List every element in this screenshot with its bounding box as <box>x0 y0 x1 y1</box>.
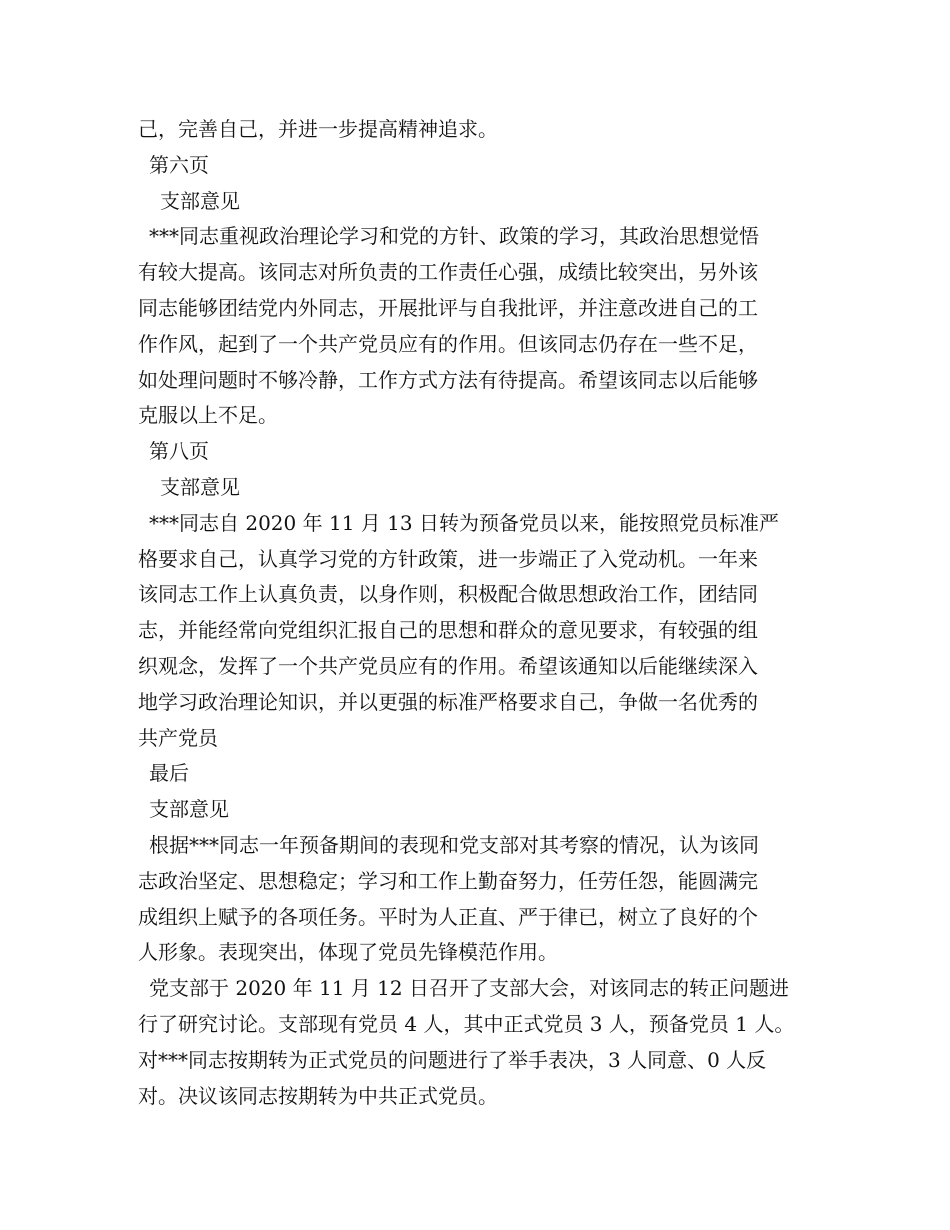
document-body <box>138 112 828 1114</box>
text-line: ***同志重视政治理论学习和党的方针、政策的学习，其政治思想觉悟 <box>149 224 759 249</box>
text-line: 成组织上赋予的各项任务。平时为人正直、严于律已，树立了良好的个 <box>138 904 758 929</box>
text-line: 同志能够团结党内外同志，开展批评与自我批评，并注意改进自己的工 <box>138 295 758 320</box>
section-heading-page-six: 第六页 <box>149 152 209 177</box>
section-heading-final: 最后 <box>149 761 189 786</box>
text-line: 克服以上不足。 <box>138 403 278 428</box>
text-line: 地学习政治理论知识，并以更强的标准严格要求自己，争做一名优秀的 <box>138 689 758 714</box>
text-line: 作作风，起到了一个共产党员应有的作用。但该同志仍存在一些不足， <box>138 331 758 356</box>
text-line: 对。决议该同志按期转为中共正式党员。 <box>138 1083 498 1108</box>
text-line: 有较大提高。该同志对所负责的工作责任心强，成绩比较突出，另外该 <box>138 260 758 285</box>
text-line: 行了研究讨论。支部现有党员 4 人，其中正式党员 3 人，预备党员 1 人。 <box>138 1011 795 1036</box>
text-line: 格要求自己，认真学习党的方针政策，进一步端正了入党动机。一年来 <box>138 546 758 571</box>
section-heading-page-eight: 第八页 <box>149 439 209 464</box>
section-subheading: 支部意见 <box>160 474 240 499</box>
text-line: 人形象。表现突出，体现了党员先锋模范作用。 <box>138 940 558 965</box>
text-line: 党支部于 2020 年 11 月 12 日召开了支部大会，对该同志的转正问题进 <box>149 976 789 1001</box>
section-subheading: 支部意见 <box>160 188 240 213</box>
text-line: 己，完善自己，并进一步提高精神追求。 <box>138 117 498 141</box>
text-line: 根据***同志一年预备期间的表现和党支部对其考察的情况，认为该同 <box>149 832 759 857</box>
text-line: 织观念，发挥了一个共产党员应有的作用。希望该通知以后能继续深入 <box>138 653 758 678</box>
text-line: 共产党员 <box>138 725 218 750</box>
text-line: 对***同志按期转为正式党员的问题进行了举手表决，3 人同意、0 人反 <box>138 1047 767 1072</box>
text-line: 该同志工作上认真负责，以身作则，积极配合做思想政治工作，团结同 <box>138 582 758 607</box>
section-subheading: 支部意见 <box>149 797 229 822</box>
text-line: ***同志自 2020 年 11 月 13 日转为预备党员以来，能按照党员标准严 <box>149 510 779 535</box>
text-line: 志，并能经常向党组织汇报自己的思想和群众的意见要求，有较强的组 <box>138 618 758 643</box>
text-line: 志政治坚定、思想稳定；学习和工作上勤奋努力，任劳任怨，能圆满完 <box>138 868 758 893</box>
text-line: 如处理问题时不够冷静，工作方式方法有待提高。希望该同志以后能够 <box>138 367 758 392</box>
